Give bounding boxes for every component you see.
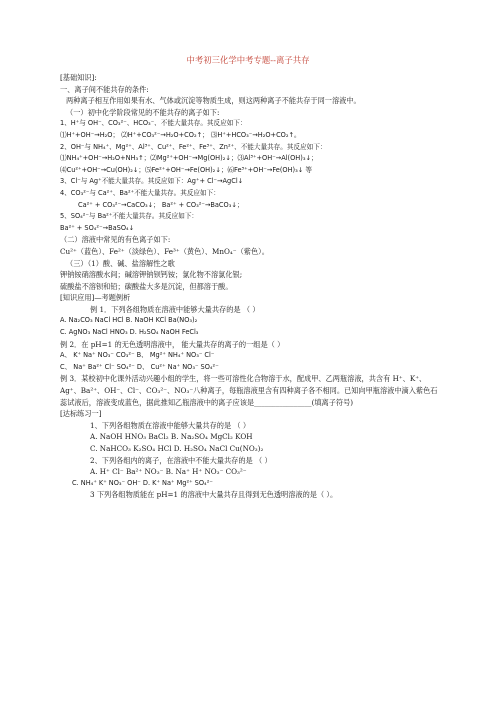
text-line: A. Na₂CO₃ NaCl HCl B. NaOH KCl Ba(NO₃)₂ [60, 316, 198, 325]
text-line: C. NH₄⁺ K⁺ NO₃⁻ OH⁻ D. K⁺ Na⁺ Mg²⁺ SO₄²⁻ [72, 478, 213, 487]
text-line: 例 1．下列各组物质在溶液中能够大量共存的是 （ ） [90, 304, 260, 314]
document-body [60, 72, 442, 501]
text-line: 5、SO₄²⁻与 Ba²⁺不能大量共存。其反应如下： [60, 212, 199, 221]
text-line: Cu²⁺（蓝色）、Fe²⁺（淡绿色）、Fe³⁺（黄色）、MnO₄⁻（紫色）。 [60, 246, 269, 256]
text-line: A. H⁺ Cl⁻ Ba²⁺ NO₃⁻ B. Na⁺ H⁺ NO₃⁻ CO₃²⁻ [90, 467, 247, 477]
text-line: [达标练习一] [60, 409, 102, 419]
text-line: ⑴NH₄⁺+OH⁻→H₂O+NH₃↑；⑵Mg²⁺+OH⁻→Mg(OH)₂↓；⑶Al³⁺+OH⁻→Al(OH)₃↓； [60, 154, 318, 163]
text-line: （二）溶液中常见的有色离子如下: [60, 235, 171, 245]
text-line: 3 下列各组物质能在 pH=1 的溶液中大量共存且得到无色透明溶液的是（ ）。 [90, 490, 338, 500]
document-title: 中考初三化学中考专题--离子共存 [186, 55, 310, 65]
text-line: 钾钠铵硝溶酸水间；碱溶钾钠钡钙铵；氯化物不溶氯化银; [60, 270, 243, 280]
text-line: 例 3．某校初中化课外活动兴趣小组的学生，将一些可溶性化合物溶于水，配成甲、乙两瓶溶液，共含有 H⁺、K⁺、Ag⁺、Ba²⁺、OH⁻、Cl⁻、CO₃²⁻、NO₃⁻八种离子，每瓶溶液里含有四种离子各不相同。已知向甲瓶溶液中滴入紫色石蕊试液后，溶液变成蓝色，据此推知乙瓶溶液中的离子应该是________________(填离子符号) [60, 374, 438, 407]
text-line: [基础知识]: [60, 73, 97, 82]
text-line: 1、H⁺与 OH⁻、CO₃²⁻、HCO₃⁻、不能大量共存。其反应如下： [60, 119, 247, 128]
text-line: 3、Cl⁻与 Ag⁺不能大量共存。其反应如下：Ag⁺+ Cl⁻→AgCl↓ [60, 177, 244, 186]
text-line: Ba²⁺ + SO₄²⁻→BaSO₄↓ [60, 223, 135, 232]
text-line: ⑷Cu²⁺+OH⁻→Cu(OH)₂↓；⑸Fe²⁺+OH⁻→Fe(OH)₂↓；⑹Fe³⁺+OH⁻→Fe(OH)₃↓ 等 [60, 165, 312, 174]
text-line: A. NaOH HNO₃ BaCl₂ B. Na₂SO₄ MgCl₂ KOH [90, 432, 253, 442]
text-line: 例 2．在 pH=1 的无色透明溶液中， 能大量共存的离子的一组是（ ） [60, 339, 285, 349]
text-line: ⑴H⁺+OH⁻→H₂O； ⑵H⁺+CO₃²⁻→H₂O+CO₂↑； ⑶H⁺+HCO₃⁻→H₂O+CO₂↑。 [60, 130, 301, 139]
text-line: 硫酸盐不溶钡和铅；碳酸盐大多是沉淀，但都溶于酸。 [60, 281, 233, 291]
text-line: Ca²⁺ + CO₃²⁻→CaCO₃↓； Ba²⁺ + CO₃²⁻→BaCO₃↓； [78, 200, 244, 209]
text-line: C. NaHCO₃ K₂SO₄ HCl D. H₂SO₄ NaCl Cu(NO₃)₂ [90, 444, 264, 453]
text-line: C. AgNO₃ NaCl HNO₃ D. H₂SO₄ NaOH FeCl₃ [60, 328, 199, 337]
text-line: 2、OH⁻与 NH₄⁺、Mg²⁺、Al³⁺、Cu²⁺、Fe²⁺、Fe³⁺、Zn²⁺、不能大量共存。其反应如下： [60, 142, 327, 151]
text-line: 1、下列各组物质在溶液中能够大量共存的是 （ ） [90, 420, 251, 430]
text-line: A、 K⁺ Na⁺ NO₃⁻ CO₃²⁻ B、 Mg²⁺ NH₄⁺ NO₃⁻ Cl⁻ [60, 351, 215, 360]
text-line: 4、CO₃²⁻与 Ca²⁺、Ba²⁺不能大量共存。其反应如下： [60, 188, 220, 197]
text-line: C、 Na⁺ Ba²⁺ Cl⁻ SO₄²⁻ D、 Cu²⁺ Na⁺ NO₃⁻ SO₄²⁻ [60, 362, 219, 371]
text-line: （一）初中化学阶段常见的不能共存的离子如下: [66, 107, 220, 117]
text-line: （三）（1）酸、碱、盐溶解性之歌 [66, 258, 175, 268]
text-line: [知识应用]—考题例析 [60, 293, 131, 303]
text-line: 2、下列各组内的离子，在溶液中不能大量共存的是 （ ） [90, 455, 272, 465]
text-line: 一、离子间不能共存的条件: [60, 84, 149, 94]
text-line: 两种离子相互作用如果有水、气体或沉淀等物质生成，则这两种离子不能共存于同一溶液中。 [66, 96, 361, 106]
